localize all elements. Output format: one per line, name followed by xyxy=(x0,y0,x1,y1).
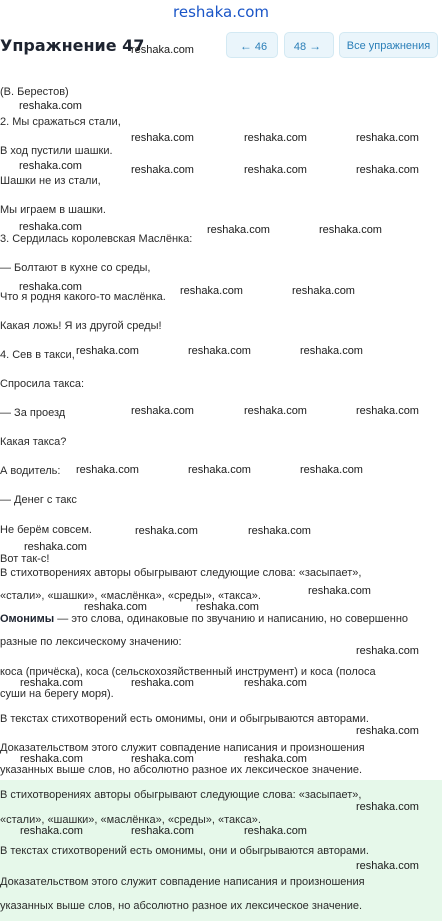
watermark: reshaka.com xyxy=(76,464,139,476)
watermark: reshaka.com xyxy=(131,44,194,56)
watermark: reshaka.com xyxy=(244,753,307,765)
next-exercise-number: 48 xyxy=(293,41,307,53)
explanation-line: суши на берегу моря). xyxy=(0,688,114,700)
explanation-line: В стихотворениях авторы обыгрывают следующие слова: «засыпает», xyxy=(0,567,362,579)
answer-line: указанных выше слов, но абсолютно разное их лексическое значение. xyxy=(0,900,363,912)
explanation-line: коса (причёска), коса (сельскохозяйственный инструмент) и коса (полоса xyxy=(0,666,376,678)
watermark: reshaka.com xyxy=(131,677,194,689)
watermark: reshaka.com xyxy=(84,601,147,613)
watermark: reshaka.com xyxy=(188,464,251,476)
watermark: reshaka.com xyxy=(19,221,82,233)
watermark: reshaka.com xyxy=(292,285,355,297)
poem-line: — Денег с такс xyxy=(0,494,77,506)
watermark: reshaka.com xyxy=(356,645,419,657)
watermark: reshaka.com xyxy=(300,464,363,476)
watermark: reshaka.com xyxy=(300,345,363,357)
poem-line: Шашки не из стали, xyxy=(0,175,101,187)
poem-line: Спросила такса: xyxy=(0,378,85,390)
watermark: reshaka.com xyxy=(20,677,83,689)
watermark: reshaka.com xyxy=(244,405,307,417)
poem-line: Мы играем в шашки. xyxy=(0,204,106,216)
exercise-title: Упражнение 47 xyxy=(0,36,145,55)
answer-line: «стали», «шашки», «маслёнка», «среды», «такса». xyxy=(0,814,261,826)
poem-line: — Болтают в кухне со среды, xyxy=(0,262,151,274)
watermark: reshaka.com xyxy=(319,224,382,236)
poem-line: Какая такса? xyxy=(0,436,67,448)
answer-line: Доказательством этого служит совпадение написания и произношения xyxy=(0,876,365,888)
watermark: reshaka.com xyxy=(248,525,311,537)
watermark: reshaka.com xyxy=(244,677,307,689)
watermark: reshaka.com xyxy=(356,164,419,176)
poem-line: — За проезд xyxy=(0,407,66,419)
explanation-line xyxy=(0,613,408,625)
answer-line: В стихотворениях авторы обыгрывают следующие слова: «засыпает», xyxy=(0,789,362,801)
poem-line: Какая ложь! Я из другой среды! xyxy=(0,320,162,332)
watermark: reshaka.com xyxy=(356,725,419,737)
homonyms-term: Омонимы xyxy=(0,613,55,625)
watermark: reshaka.com xyxy=(131,132,194,144)
answer-line: В текстах стихотворений есть омонимы, они и обыгрываются авторами. xyxy=(0,845,369,857)
watermark: reshaka.com xyxy=(180,285,243,297)
watermark: reshaka.com xyxy=(356,860,419,872)
watermark: reshaka.com xyxy=(19,160,82,172)
explanation-line: «стали», «шашки», «маслёнка», «среды», «такса». xyxy=(0,590,261,602)
prev-exercise-number: 46 xyxy=(254,41,268,53)
exercise-header xyxy=(0,26,442,68)
homonyms-definition: — это слова, одинаковые по звучанию и написанию, но совершенно xyxy=(54,613,409,625)
explanation-line: разные по лексическому значению: xyxy=(0,636,182,648)
watermark: reshaka.com xyxy=(76,345,139,357)
poem-line: 3. Сердилась королевская Маслёнка: xyxy=(0,233,193,245)
poem-line: 4. Сев в такси, xyxy=(0,349,75,361)
poem-line: В ход пустили шашки. xyxy=(0,145,113,157)
watermark: reshaka.com xyxy=(207,224,270,236)
prev-exercise-button[interactable] xyxy=(226,32,278,58)
poem-line: А водитель: xyxy=(0,465,61,477)
watermark: reshaka.com xyxy=(244,132,307,144)
watermark: reshaka.com xyxy=(244,825,307,837)
watermark: reshaka.com xyxy=(131,825,194,837)
watermark: reshaka.com xyxy=(356,132,419,144)
watermark: reshaka.com xyxy=(19,100,82,112)
watermark: reshaka.com xyxy=(135,525,198,537)
watermark: reshaka.com xyxy=(131,405,194,417)
watermark: reshaka.com xyxy=(24,541,87,553)
explanation-line: В текстах стихотворений есть омонимы, они и обыгрываются авторами. xyxy=(0,713,369,725)
watermark: reshaka.com xyxy=(188,345,251,357)
watermark: reshaka.com xyxy=(20,753,83,765)
watermark: reshaka.com xyxy=(308,585,371,597)
arrow-right-icon: → xyxy=(309,39,322,53)
site-logo[interactable]: reshaka.com xyxy=(173,3,269,21)
poem-line: Не берём совсем. xyxy=(0,524,92,536)
poem-line: Вот так-с! xyxy=(0,553,50,562)
next-exercise-button[interactable] xyxy=(284,32,334,58)
watermark: reshaka.com xyxy=(131,753,194,765)
watermark: reshaka.com xyxy=(19,281,82,293)
explanation-line: указанных выше слов, но абсолютно разное их лексическое значение. xyxy=(0,764,363,776)
watermark: reshaka.com xyxy=(356,801,419,813)
poem-line: Что я родня какого-то маслёнка. xyxy=(0,291,166,303)
watermark: reshaka.com xyxy=(196,601,259,613)
watermark: reshaka.com xyxy=(244,164,307,176)
watermark: reshaka.com xyxy=(356,405,419,417)
watermark: reshaka.com xyxy=(20,825,83,837)
poem-line: 2. Мы сражаться стали, xyxy=(0,116,121,128)
arrow-left-icon: ← xyxy=(239,39,252,53)
explanation-line: Доказательством этого служит совпадение написания и произношения xyxy=(0,742,365,754)
poem-line: (В. Берестов) xyxy=(0,86,69,98)
all-exercises-button[interactable]: Все упражнения xyxy=(339,32,438,58)
watermark: reshaka.com xyxy=(131,164,194,176)
